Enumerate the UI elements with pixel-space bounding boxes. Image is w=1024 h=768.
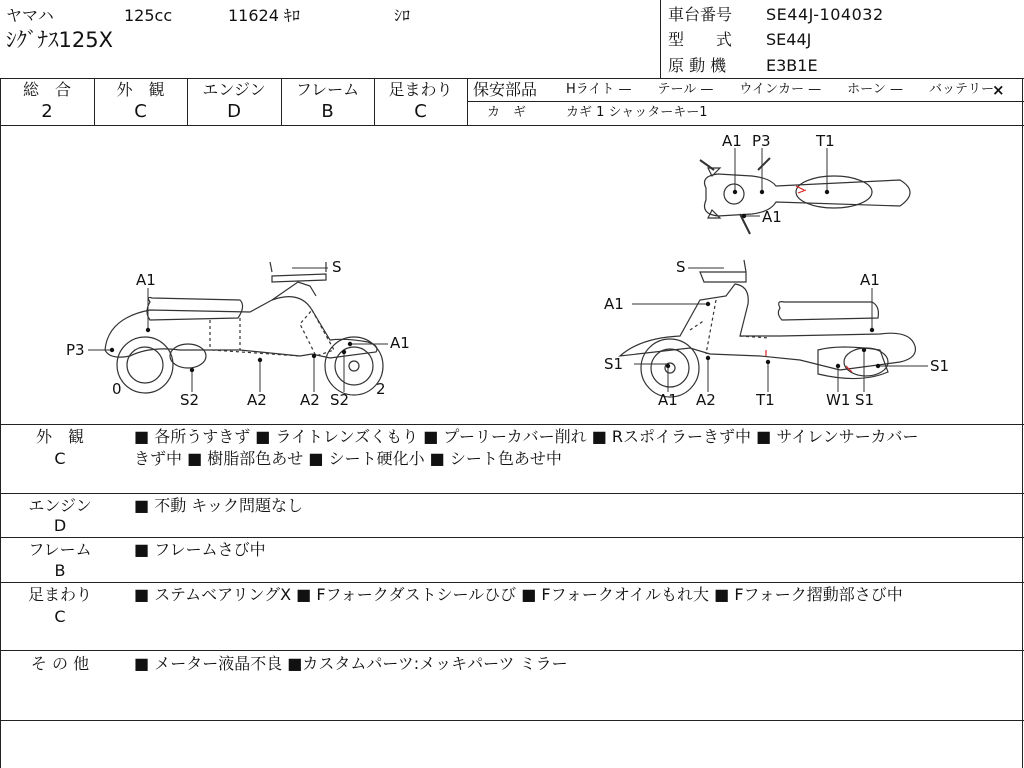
label-a2: A2 — [300, 391, 320, 409]
engine-section-label: エンジン — [28, 496, 92, 515]
other-notes: ■ メーター液晶不良 ■カスタムパーツ:メッキパーツ ミラー — [134, 654, 568, 673]
battery-status: × — [992, 81, 1005, 99]
engine-section-grade: D — [53, 516, 67, 535]
keys-label: カ ギ — [487, 105, 527, 120]
suspension-section-label: 足まわり — [27, 585, 92, 604]
label-s1: S1 — [930, 357, 950, 375]
frame-section-label: フレーム — [28, 540, 92, 559]
grade-suspension: C — [414, 101, 427, 122]
scooter-top-view — [700, 158, 910, 234]
label-a1: A1 — [604, 295, 624, 313]
type-label: 型 式 — [668, 30, 733, 49]
right-border — [1022, 78, 1023, 768]
exterior-notes-line-2: きず中 ■ 樹脂部色あせ ■ シート硬化小 ■ シート色あせ中 — [134, 449, 562, 468]
grade-header-frame: フレーム — [295, 80, 360, 99]
exterior-grade: C — [54, 449, 66, 468]
label-zero: 0 — [112, 380, 122, 398]
mileage: 11624 ｷﾛ — [228, 6, 300, 25]
frame-section-grade: B — [54, 561, 66, 580]
label-s2: S2 — [330, 391, 350, 409]
frame-notes: ■ フレームさび中 — [134, 540, 266, 559]
grade-overall: 2 — [41, 101, 53, 122]
safety-label: 保安部品 — [473, 80, 538, 99]
label-a1: A1 — [136, 271, 156, 289]
grade-exterior: C — [134, 101, 147, 122]
label-s: S — [332, 258, 342, 276]
label-s: S — [676, 258, 686, 276]
label-t1: T1 — [756, 391, 775, 409]
suspension-section-grade: C — [54, 607, 66, 626]
label-a2: A2 — [247, 391, 267, 409]
label-a1: A1 — [390, 334, 410, 352]
table-top-border — [0, 78, 1024, 79]
keys-value: カギ 1 シャッターキー1 — [566, 105, 708, 120]
label-w1: W1 — [826, 391, 851, 409]
grade-header-engine: エンジン — [202, 80, 266, 99]
engine-notes: ■ 不動 キック問題なし — [134, 496, 303, 515]
grade-frame: B — [321, 101, 334, 122]
suspension-notes: ■ ステムベアリングX ■ Fフォークダストシールひび ■ Fフォークオイルもれ大 ■ Fフォーク摺動部さび中 — [134, 585, 903, 604]
label-s2: S2 — [180, 391, 200, 409]
engine-label: 原 動 機 — [668, 56, 727, 75]
damage-diagram — [0, 126, 1024, 424]
grade-header-exterior: 外 観 — [116, 80, 165, 99]
safety-items: Hライト — テール — ウインカー — ホーン — バッテリー — [566, 82, 995, 97]
label-a1: A1 — [722, 132, 742, 150]
section-divider — [0, 537, 1024, 538]
label-two: 2 — [376, 380, 386, 398]
label-s1: S1 — [855, 391, 875, 409]
type-value: SE44J — [766, 30, 812, 49]
frame-no-value: SE44J-104032 — [766, 5, 884, 24]
other-section-label: そ の 他 — [30, 654, 90, 673]
col-divider — [467, 78, 468, 125]
model-name: ｼｸﾞﾅｽ125X — [6, 28, 113, 52]
left-border — [0, 78, 1, 768]
exterior-label: 外 観 — [35, 427, 84, 446]
section-divider — [0, 650, 1024, 651]
grade-engine: D — [227, 101, 241, 122]
grade-header-overall: 総 合 — [22, 80, 71, 99]
label-s1: S1 — [604, 355, 624, 373]
frame-no-label: 車台番号 — [668, 5, 733, 24]
label-a2: A2 — [696, 391, 716, 409]
engine-value: E3B1E — [766, 56, 818, 75]
section-divider — [0, 493, 1024, 494]
safety-divider — [467, 101, 1024, 102]
label-t1: T1 — [816, 132, 835, 150]
label-p3: P3 — [66, 341, 85, 359]
maker: ヤマハ — [6, 6, 54, 25]
section-divider — [0, 582, 1024, 583]
section-divider — [0, 720, 1024, 721]
label-a1: A1 — [860, 271, 880, 289]
grade-header-suspension: 足まわり — [388, 80, 453, 99]
body-color: ｼﾛ — [394, 6, 411, 25]
label-p3: P3 — [752, 132, 771, 150]
displacement: 125cc — [124, 6, 173, 25]
exterior-notes-line-1: ■ 各所うすきず ■ ライトレンズくもり ■ プーリーカバー削れ ■ Rスポイラーきず中 ■ サイレンサーカバー — [134, 427, 919, 446]
section-divider — [0, 424, 1024, 425]
header-divider — [660, 0, 661, 78]
label-a1: A1 — [762, 208, 782, 226]
label-a1: A1 — [658, 391, 678, 409]
